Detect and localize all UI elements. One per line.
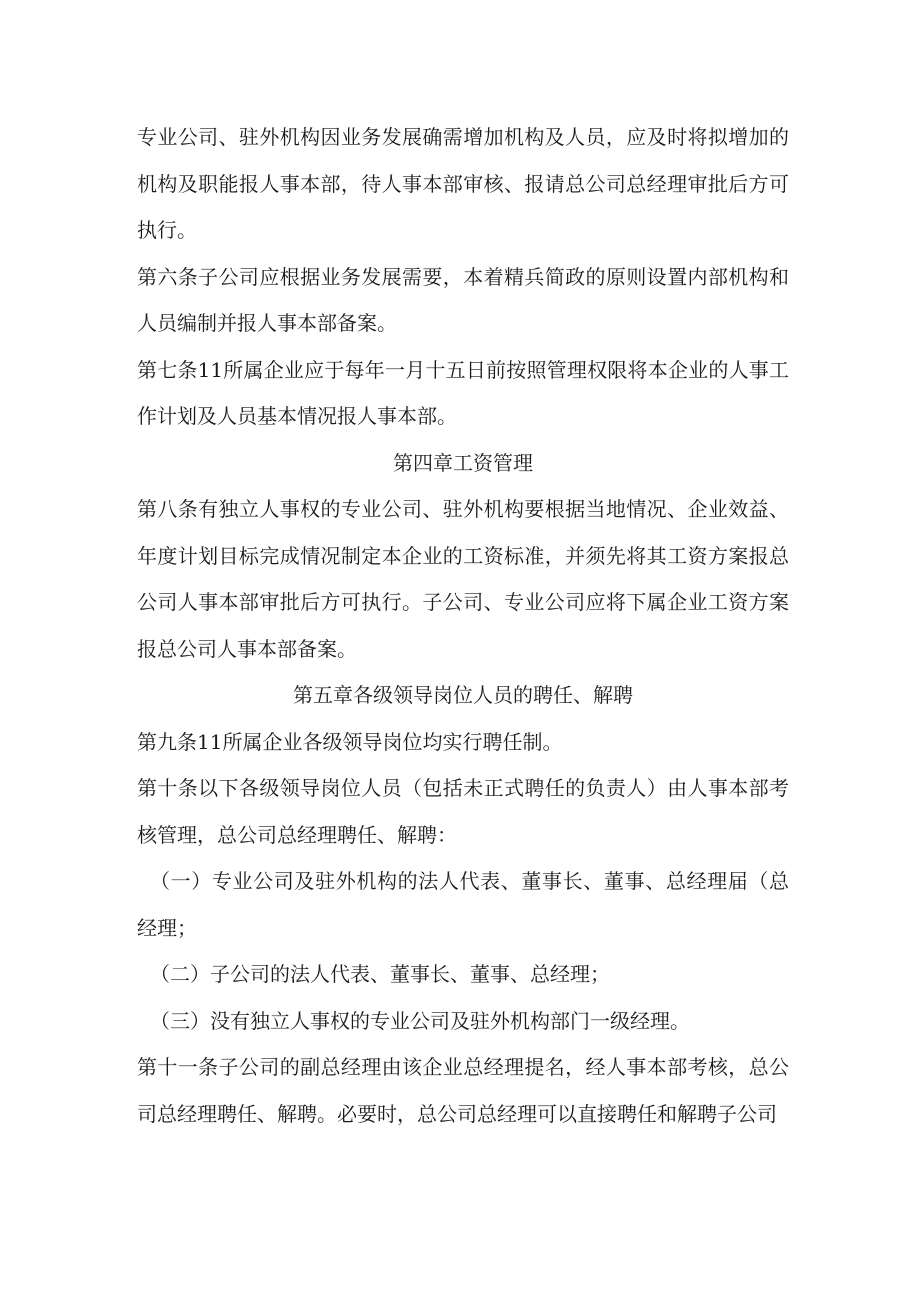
article-10: 第十条以下各级领导岗位人员（包括未正式聘任的负责人）由人事本部考核管理，总公司总经理聘任、解聘： — [137, 776, 789, 847]
paragraph-continuation: 专业公司、驻外机构因业务发展确需增加机构及人员，应及时将拟增加的机构及职能报人事本部，待人事本部审核、报请总公司总经理审批后方可执行。 — [137, 125, 789, 242]
list-item-3: （三）没有独立人事权的专业公司及驻外机构部门一级经理。 — [150, 1008, 690, 1033]
list-item-1: （一）专业公司及驻外机构的法人代表、董事长、董事、总经理届（总经理； — [137, 869, 789, 940]
article-11: 第十一条子公司的副总经理由该企业总经理提名，经人事本部考核，总公司总经理聘任、解聘。必要时，总公司总经理可以直接聘任和解聘子公司 — [137, 1055, 789, 1126]
document-body — [137, 114, 789, 1137]
list-item-2: （二）子公司的法人代表、董事长、董事、总经理； — [150, 962, 610, 986]
article-9: 第九条11所属企业各级领导岗位均实行聘任制。 — [137, 729, 563, 754]
chapter-4-heading: 第四章工资管理 — [393, 450, 533, 475]
article-7: 第七条11所属企业应于每年一月十五日前按照管理权限将本企业的人事工作计划及人员基本情况报人事本部。 — [137, 357, 789, 428]
article-8: 第八条有独立人事权的专业公司、驻外机构要根据当地情况、企业效益、年度计划目标完成情况制定本企业的工资标准，并须先将其工资方案报总公司人事本部审批后方可执行。子公司、专业公司应将下属企业工资方案报总公司人事本部备案。 — [137, 497, 789, 661]
chapter-5-heading: 第五章各级领导岗位人员的聘任、解聘 — [293, 683, 633, 707]
article-6: 第六条子公司应根据业务发展需要，本着精兵简政的原则设置内部机构和人员编制并报人事本部备案。 — [137, 264, 789, 335]
